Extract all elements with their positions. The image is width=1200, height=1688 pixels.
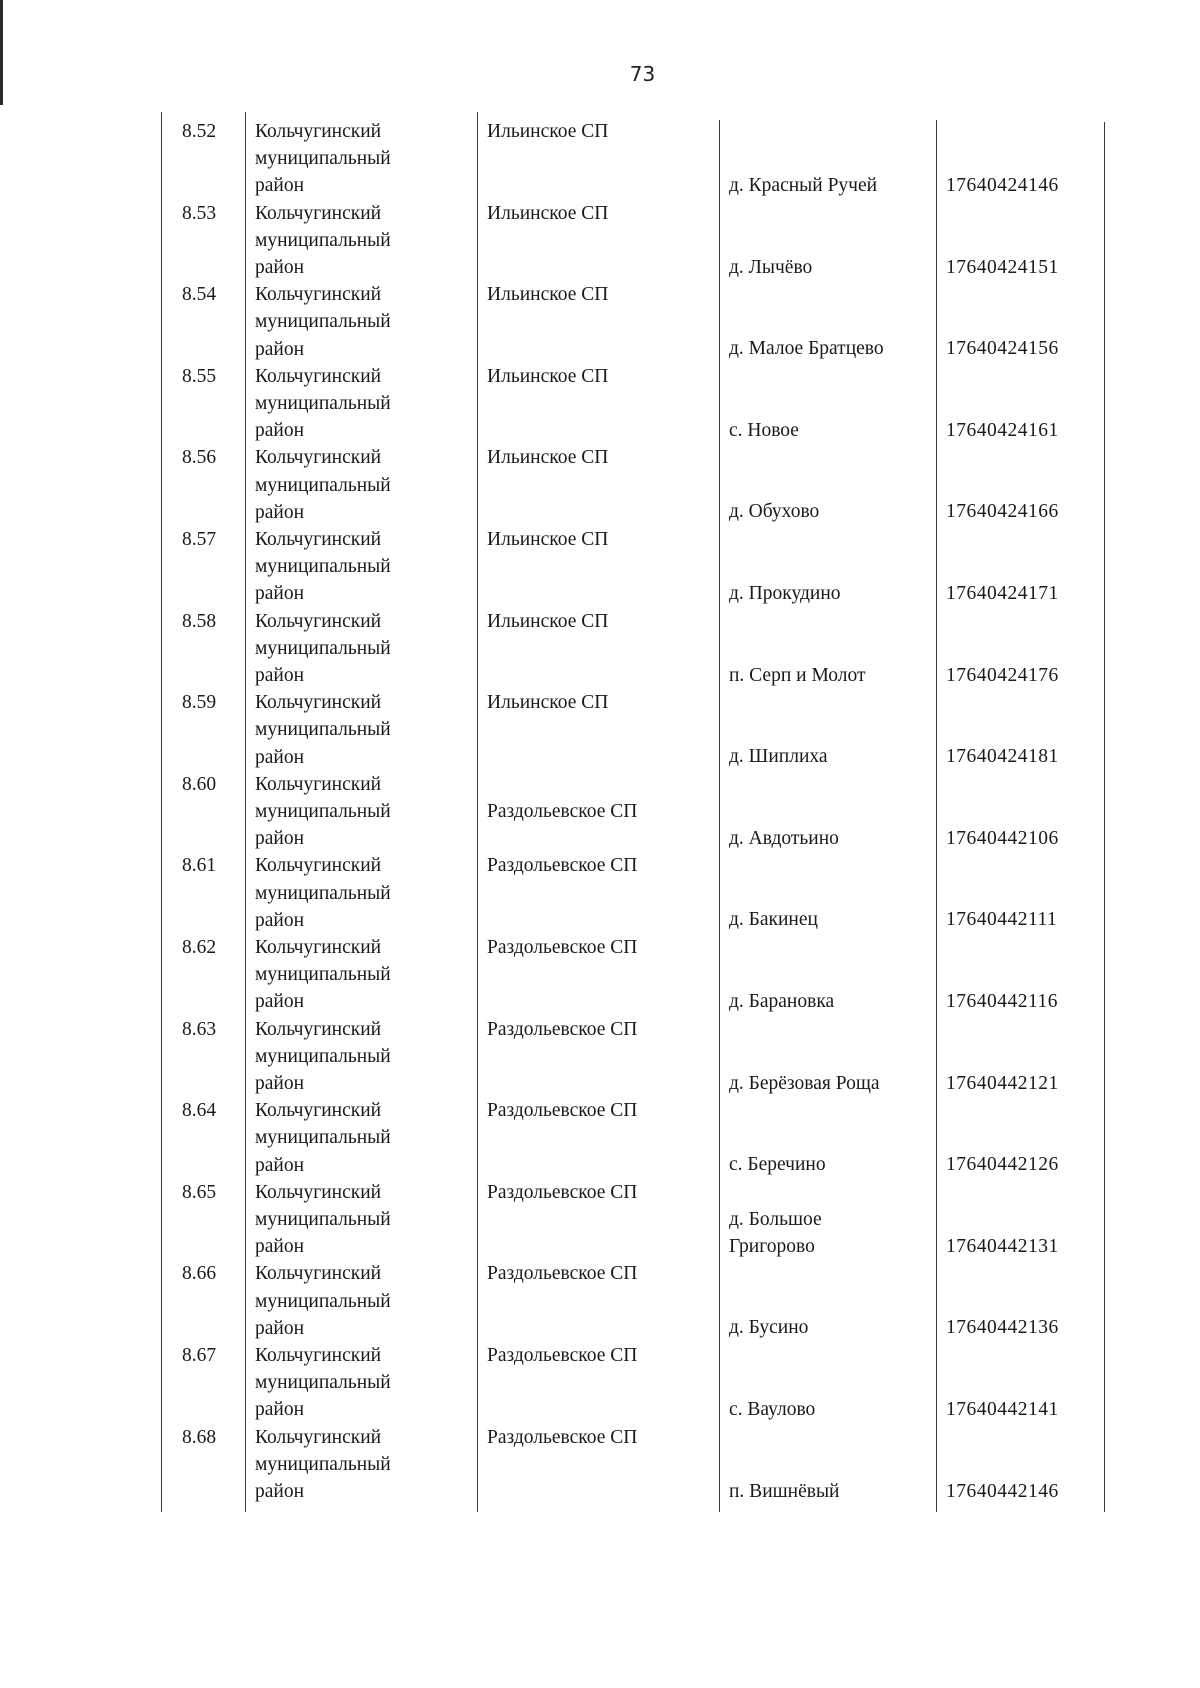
- table-row: [0, 444, 1200, 526]
- locality-cell: с. Новое: [729, 419, 799, 441]
- settlement-cell: Ильинское СП: [487, 365, 609, 387]
- oktmo-code-cell: 17640442136: [946, 1317, 1059, 1339]
- district-line: Кольчугинский: [255, 284, 382, 306]
- locality-cell: [729, 1206, 822, 1260]
- row-number: 8.57: [182, 529, 217, 550]
- district-line: Кольчугинский: [255, 1100, 382, 1122]
- oktmo-code-cell: 17640424151: [946, 256, 1059, 278]
- district-line: район: [255, 1481, 305, 1502]
- district-line: район: [255, 175, 305, 197]
- table-row: [0, 1342, 1200, 1424]
- table-row: [0, 852, 1200, 934]
- row-number: 8.65: [182, 1181, 217, 1203]
- table-row: [0, 526, 1200, 608]
- table-row: [0, 1016, 1200, 1098]
- row-number: 8.63: [182, 1018, 217, 1040]
- district-line: муниципальный: [255, 1209, 391, 1230]
- district-line: район: [255, 1154, 305, 1176]
- district-line: Кольчугинский: [255, 610, 382, 632]
- district-line: муниципальный: [255, 801, 391, 822]
- row-number: 8.56: [182, 447, 217, 469]
- oktmo-code-cell: 17640442146: [946, 1480, 1059, 1502]
- district-cell: [255, 118, 391, 200]
- page-number: 73: [629, 62, 656, 86]
- table-row: [0, 1424, 1200, 1506]
- district-line: Кольчугинский: [255, 202, 382, 224]
- district-line: район: [255, 746, 305, 768]
- settlement-cell: Раздольевское СП: [487, 800, 638, 822]
- oktmo-code-cell: 17640424166: [946, 501, 1059, 523]
- district-cell: [255, 1016, 391, 1098]
- locality-cell: д. Бакинец: [729, 909, 818, 931]
- district-cell: [255, 281, 391, 363]
- oktmo-code-cell: 17640442121: [946, 1072, 1059, 1094]
- district-line: район: [255, 501, 305, 523]
- settlement-cell: Раздольевское СП: [487, 1018, 638, 1040]
- oktmo-code-cell: 17640442131: [946, 1235, 1059, 1257]
- district-cell: [255, 1424, 391, 1506]
- district-line: муниципальный: [255, 637, 391, 659]
- locality-line: Григорово: [729, 1236, 815, 1257]
- district-line: Кольчугинский: [255, 937, 382, 958]
- district-line: Кольчугинский: [255, 855, 382, 877]
- oktmo-code-cell: 17640424146: [946, 175, 1059, 196]
- row-number: 8.52: [182, 121, 217, 142]
- settlement-cell: Ильинское СП: [487, 447, 609, 469]
- table-row: [0, 1260, 1200, 1342]
- district-line: Кольчугинский: [255, 692, 382, 714]
- locality-cell: п. Серп и Молот: [729, 664, 866, 686]
- settlement-cell: Раздольевское СП: [487, 855, 638, 877]
- settlement-cell: Ильинское СП: [487, 529, 609, 550]
- table-row: [0, 934, 1200, 1016]
- table-row: [0, 689, 1200, 771]
- district-line: район: [255, 991, 305, 1013]
- district-line: муниципальный: [255, 719, 391, 741]
- district-line: муниципальный: [255, 1453, 391, 1475]
- district-line: муниципальный: [255, 393, 391, 414]
- district-line: Кольчугинский: [255, 1426, 382, 1448]
- locality-cell: с. Ваулово: [729, 1399, 816, 1420]
- district-line: район: [255, 1073, 305, 1094]
- district-cell: [255, 1342, 391, 1424]
- row-number: 8.66: [182, 1263, 217, 1285]
- district-line: муниципальный: [255, 474, 391, 496]
- locality-cell: д. Прокудино: [729, 583, 841, 604]
- table-row: [0, 200, 1200, 282]
- settlement-cell: Раздольевское СП: [487, 1426, 638, 1448]
- locality-cell: д. Барановка: [729, 991, 835, 1012]
- table-row: [0, 1179, 1200, 1261]
- settlement-cell: Ильинское СП: [487, 284, 609, 306]
- district-cell: [255, 1260, 391, 1342]
- oktmo-code-cell: 17640442111: [946, 909, 1058, 931]
- row-number: 8.61: [182, 855, 217, 877]
- row-number: 8.68: [182, 1426, 217, 1448]
- district-line: муниципальный: [255, 964, 391, 986]
- district-cell: [255, 934, 391, 1016]
- oktmo-code-cell: 17640442126: [946, 1154, 1059, 1176]
- locality-line: д. Большое: [729, 1208, 822, 1230]
- district-line: район: [255, 828, 305, 850]
- district-line: муниципальный: [255, 556, 391, 578]
- settlement-cell: Ильинское СП: [487, 121, 609, 142]
- district-cell: [255, 608, 391, 690]
- settlement-cell: Раздольевское СП: [487, 1345, 638, 1366]
- oktmo-code-cell: 17640442141: [946, 1399, 1059, 1420]
- district-cell: [255, 526, 391, 608]
- locality-cell: д. Обухово: [729, 501, 820, 523]
- district-line: Кольчугинский: [255, 121, 382, 142]
- district-cell: [255, 1179, 391, 1261]
- settlement-cell: Ильинское СП: [487, 610, 609, 632]
- district-line: район: [255, 257, 305, 278]
- row-number: 8.58: [182, 610, 217, 632]
- oktmo-code-cell: 17640442106: [946, 827, 1059, 849]
- table-row: [0, 608, 1200, 690]
- district-cell: [255, 444, 391, 526]
- locality-cell: д. Авдотьино: [729, 827, 839, 849]
- district-cell: [255, 852, 391, 934]
- settlement-cell: Раздольевское СП: [487, 1100, 638, 1122]
- row-number: 8.67: [182, 1345, 217, 1366]
- district-line: муниципальный: [255, 229, 391, 251]
- table-row: [0, 771, 1200, 853]
- table-row: [0, 1097, 1200, 1179]
- district-line: район: [255, 1236, 305, 1258]
- district-line: Кольчугинский: [255, 365, 382, 387]
- district-line: муниципальный: [255, 1045, 391, 1067]
- oktmo-code-cell: 17640442116: [946, 991, 1059, 1012]
- district-line: муниципальный: [255, 1127, 391, 1149]
- locality-cell: д. Красный Ручей: [729, 175, 878, 196]
- district-line: район: [255, 420, 305, 442]
- settlement-cell: Раздольевское СП: [487, 937, 638, 958]
- locality-cell: д. Малое Братцево: [729, 338, 884, 360]
- district-line: муниципальный: [255, 882, 391, 904]
- row-number: 8.59: [182, 692, 217, 714]
- district-cell: [255, 689, 391, 771]
- district-line: Кольчугинский: [255, 447, 382, 469]
- district-line: Кольчугинский: [255, 1345, 382, 1366]
- locality-cell: с. Беречино: [729, 1154, 826, 1176]
- district-line: Кольчугинский: [255, 1181, 382, 1203]
- district-line: район: [255, 583, 305, 605]
- district-cell: [255, 771, 391, 853]
- district-cell: [255, 363, 391, 445]
- district-line: Кольчугинский: [255, 1263, 382, 1285]
- oktmo-code-cell: 17640424161: [946, 419, 1059, 441]
- settlement-cell: Ильинское СП: [487, 692, 609, 714]
- district-line: Кольчугинский: [255, 1018, 382, 1040]
- locality-cell: д. Лычёво: [729, 256, 813, 278]
- settlement-cell: Раздольевское СП: [487, 1181, 638, 1203]
- district-line: Кольчугинский: [255, 529, 382, 550]
- table-row: [0, 363, 1200, 445]
- table-row: [0, 281, 1200, 363]
- row-number: 8.64: [182, 1100, 217, 1122]
- table-row: [0, 118, 1200, 200]
- scan-edge-mark: [0, 0, 3, 105]
- district-line: район: [255, 909, 305, 931]
- row-number: 8.53: [182, 202, 217, 224]
- district-line: район: [255, 665, 305, 686]
- district-line: район: [255, 338, 305, 360]
- oktmo-code-cell: 17640424176: [946, 664, 1059, 686]
- district-cell: [255, 200, 391, 282]
- row-number: 8.54: [182, 284, 217, 306]
- district-line: муниципальный: [255, 1372, 391, 1394]
- locality-cell: п. Вишнёвый: [729, 1480, 840, 1502]
- oktmo-code-cell: 17640424171: [946, 583, 1059, 604]
- settlement-cell: Ильинское СП: [487, 202, 609, 224]
- district-line: муниципальный: [255, 1290, 391, 1312]
- row-number: 8.62: [182, 937, 217, 958]
- settlement-cell: Раздольевское СП: [487, 1263, 638, 1285]
- oktmo-code-cell: 17640424181: [946, 746, 1059, 768]
- row-number: 8.60: [182, 773, 217, 795]
- oktmo-code-cell: 17640424156: [946, 338, 1059, 360]
- locality-cell: д. Шиплиха: [729, 746, 828, 768]
- district-line: муниципальный: [255, 311, 391, 333]
- district-cell: [255, 1097, 391, 1179]
- district-line: район: [255, 1317, 305, 1339]
- locality-cell: д. Берёзовая Роща: [729, 1072, 880, 1094]
- row-number: 8.55: [182, 365, 217, 387]
- district-line: Кольчугинский: [255, 773, 382, 795]
- district-line: муниципальный: [255, 148, 391, 170]
- locality-cell: д. Бусино: [729, 1317, 809, 1339]
- district-line: район: [255, 1399, 305, 1421]
